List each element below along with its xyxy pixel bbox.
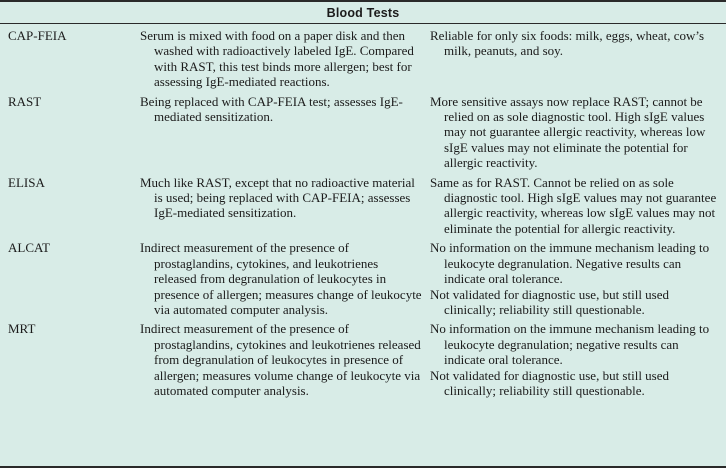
test-name: ALCAT [8, 240, 50, 256]
test-notes [430, 240, 726, 317]
test-name: CAP-FEIA [8, 28, 67, 43]
test-notes [430, 175, 726, 237]
notes-paragraph: No information on the immune mechanism leading to leukocyte degranulation. Negative results can indicate oral tolerance. [430, 240, 710, 287]
test-notes [430, 94, 726, 171]
notes-paragraph: Reliable for only six foods: milk, eggs, wheat, cow’s milk, peanuts, and soy. [430, 28, 705, 59]
description-paragraph: Serum is mixed with food on a paper disk and then washed with radioactively labeled IgE. Compared with RAST, this test binds more allergen; best for assessing IgE-mediated reactions. [140, 28, 414, 90]
table-row [0, 94, 726, 171]
description-paragraph: Being replaced with CAP-FEIA test; assesses IgE-mediated sensitization. [140, 93, 403, 125]
table-title: Blood Tests [0, 2, 726, 24]
test-description [140, 94, 430, 125]
description-paragraph: Indirect measurement of the presence of prostaglandins, cytokines, and leukotrienes released from degranulation of leukocytes in presence of allergen; measures change of leukocyte via automated computer analysis. [140, 240, 422, 317]
test-name: ELISA [8, 174, 45, 190]
table-row [0, 240, 726, 317]
description-paragraph: Much like RAST, except that no radioactive material is used; being replaced with CAP-FEIA; assesses IgE-mediated sensitization. [140, 174, 415, 221]
notes-paragraph: No information on the immune mechanism leading to leukocyte degranulation; negative results can indicate oral tolerance. [430, 321, 710, 368]
test-name: RAST [8, 93, 42, 109]
description-paragraph: Indirect measurement of the presence of prostaglandins, cytokines and leukotrienes released from degranulation of leukocytes in presence of allergen; measures volume change of leukocyte via automated computer analysis. [140, 321, 421, 398]
test-name: MRT [8, 321, 36, 337]
notes-paragraph: More sensitive assays now replace RAST; cannot be relied on as sole diagnostic tool. High sIgE values may not guarantee allergic reactivity, whereas low sIgE values may not eliminate the potential for allergic reactivity. [430, 93, 706, 171]
test-description [140, 175, 430, 221]
notes-paragraph: Not validated for diagnostic use, but still used clinically; reliability still questionable. [430, 367, 670, 398]
table-row [0, 321, 726, 398]
test-notes [430, 321, 726, 398]
test-description [140, 321, 430, 398]
table-body [0, 24, 726, 466]
test-description [140, 28, 430, 90]
table-row [0, 28, 726, 90]
notes-paragraph: Same as for RAST. Cannot be relied on as sole diagnostic tool. High sIgE values may not guarantee allergic reactivity, whereas low sIgE values may not eliminate the potential for allergic reactivity. [430, 174, 717, 236]
notes-paragraph: Not validated for diagnostic use, but still used clinically; reliability still questionable. [430, 286, 670, 317]
test-notes [430, 28, 726, 59]
table-row [0, 175, 726, 237]
test-description [140, 240, 430, 317]
